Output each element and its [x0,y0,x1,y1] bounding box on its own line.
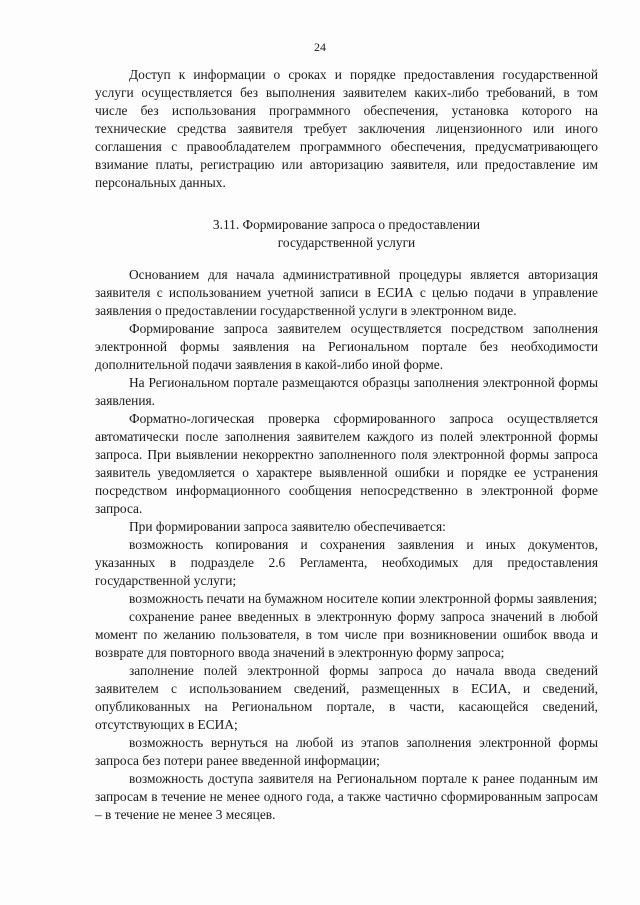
paragraph-basis: Основанием для начала административной процедуры является авторизация заявителя с использованием учетной записи в ЕСИА с целью подачи в управление заявления о предоставлении государственной услуги в электронном виде. [95,267,598,318]
paragraph-formation: Формирование запроса заявителем осуществляется посредством заполнения электронной формы заявления на Региональном портале без необходимости дополнительной подачи заявления в какой-либо иной форме. [95,321,598,372]
list-item-autofill: заполнение полей электронной формы запроса до начала ввода сведений заявителем с использованием сведений, размещенных в ЕСИА, и сведений, опубликованных на Региональном портале, в части, касающейся сведений, отсутствующих в ЕСИА; [95,663,598,732]
section-heading [95,216,598,252]
section-title-line-2: государственной услуги [277,235,416,250]
list-item-saving: сохранение ранее введенных в электронную форму запроса значений в любой момент по желанию пользователя, в том числе при возникновении ошибок ввода и возврате для повторного ввода значений в электронную форму запроса; [95,609,598,660]
section-title-line-1: 3.11. Формирование запроса о предоставлении [212,217,481,232]
list-item-printing: возможность печати на бумажном носителе копии электронной формы заявления; [129,591,598,606]
list-item-copying: возможность копирования и сохранения заявления и иных документов, указанных в подразделе 2.6 Регламента, необходимых для предоставления государственной услуги; [95,537,598,588]
list-item-return: возможность вернуться на любой из этапов заполнения электронной формы запроса без потери ранее введенной информации; [95,735,598,768]
page-number: 24 [314,40,326,54]
paragraph-provisions-intro: При формировании запроса заявителю обеспечивается: [129,519,446,534]
intro-paragraph: Доступ к информации о сроках и порядке предоставления государственной услуги осуществляется без выполнения заявителем каких-либо требований, в том числе без использования программного обеспечения, установка которого на технические средства заявителя требует заключения лицензионного или иного соглашения с правообладателем программного обеспечения, предусматривающего взимание платы, регистрацию или авторизацию заявителя, или предоставление им персональных данных. [95,67,598,190]
list-item-access: возможность доступа заявителя на Региональном портале к ранее поданным им запросам в течение не менее одного года, а также частично сформированным запросам – в течение не менее 3 месяцев. [95,771,598,822]
document-body [95,66,598,824]
paragraph-samples: На Региональном портале размещаются образцы заполнения электронной формы заявления. [95,375,598,408]
paragraph-validation: Форматно-логическая проверка сформированного запроса осуществляется автоматически после заполнения заявителем каждого из полей электронной формы запроса. При выявлении некорректно заполненного поля электронной формы запроса заявитель уведомляется о характере выявленной ошибки и порядке ее устранения посредством информационного сообщения непосредственно в электронной форме запроса. [95,411,598,516]
